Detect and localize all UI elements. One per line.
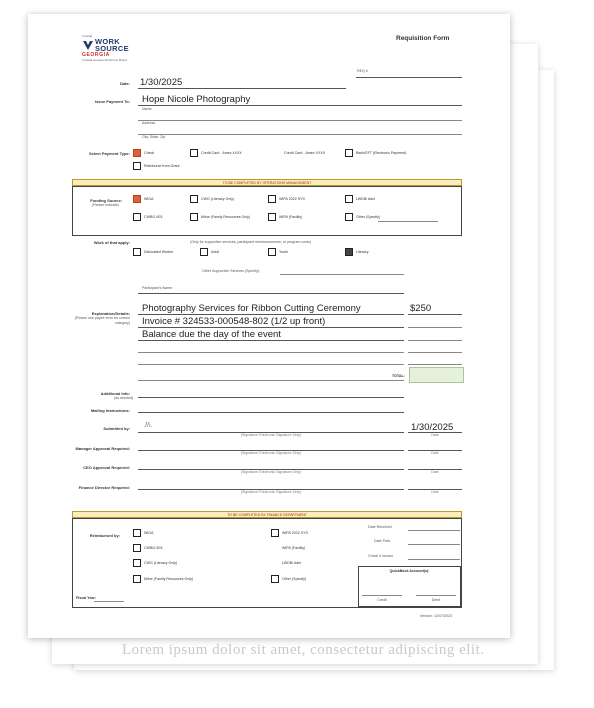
reimb-milne-checkbox[interactable] <box>133 575 141 583</box>
check-number-label: Check # Issued <box>368 554 393 558</box>
reimb-option-label: CWG (Literacy Only) <box>144 561 178 565</box>
payment-option-label: Bank/EFT (Electronic Payment) <box>356 151 407 155</box>
work-adult-checkbox[interactable] <box>200 248 208 256</box>
logo-mark-icon <box>82 39 94 51</box>
funding-cwg-checkbox[interactable] <box>190 195 198 203</box>
ghost-text: Lorem ipsum dolor sit amet, consectetur adipiscing elit. <box>122 642 485 658</box>
req-label: REQ # <box>357 69 368 73</box>
reimb-option-label: Milne (Family Resources Only) <box>144 577 194 581</box>
funding-wipa-sys-checkbox[interactable] <box>268 195 276 203</box>
signature-caption: (Signature/ Electronic Signature Only) <box>240 470 302 474</box>
reimb-option-label: WIPA 2022 SYS <box>282 531 308 535</box>
funding-wipa-facility-checkbox[interactable] <box>268 213 276 221</box>
city-caption: City, State, Zip <box>142 135 166 139</box>
additional-info-line[interactable] <box>138 397 404 398</box>
work-option-label: Youth <box>279 250 289 254</box>
participant-label: Participant's Name: <box>142 286 174 290</box>
payment-option-label: Credit Card - Amex 4XXX <box>201 151 242 155</box>
detail-line-2[interactable]: Invoice # 324533-000548-802 (1/2 up front) <box>142 316 326 327</box>
additional-info-sublabel: (as needed) <box>114 396 134 400</box>
funding-option-label: WIPA (Facility) <box>279 215 303 219</box>
fiscal-year-label: Fiscal Year: <box>76 596 96 600</box>
explanation-label: Explanation/Details: <box>91 311 130 316</box>
logo-subtitle: Coastal Georgia Workforce Board <box>82 58 127 62</box>
funding-option-label: Other (Specify) <box>356 215 381 219</box>
funding-option-label: Milne (Family Resources Only) <box>201 215 251 219</box>
ceo-approval-label: CEO Approval Required: <box>83 465 130 470</box>
date-value[interactable]: 1/30/2025 <box>140 77 183 88</box>
address-line[interactable] <box>138 120 462 121</box>
operations-band: TO BE COMPLETED BY OPERATIONS MANAGEMENT <box>72 179 462 186</box>
date-label: Date: <box>119 81 130 86</box>
amount-rule <box>408 340 462 341</box>
detail-line-3[interactable]: Balance due the day of the event <box>142 329 281 340</box>
fiscal-year-line[interactable] <box>94 601 124 602</box>
signature-caption: (Signature/ Electronic Signature Only) <box>240 433 302 437</box>
city-line[interactable] <box>138 134 462 135</box>
signature-caption: (Signature/ Electronic Signature Only) <box>240 490 302 494</box>
funding-cwbg-checkbox[interactable] <box>133 213 141 221</box>
amount-rule <box>408 364 462 365</box>
other-support-label: Other Supportive Services (Specify): <box>202 269 261 273</box>
work-dislocated-checkbox[interactable] <box>133 248 141 256</box>
mailing-label: Mailing Instructions: <box>90 408 130 413</box>
funding-lwdb-checkbox[interactable] <box>345 195 353 203</box>
amount-rule <box>408 314 462 315</box>
date-caption: Date <box>431 490 439 494</box>
reimb-cwg-checkbox[interactable] <box>133 559 141 567</box>
date-line <box>138 88 346 89</box>
reimb-wioa-checkbox[interactable] <box>133 529 141 537</box>
logo-word-georgia: GEORGIA <box>82 52 110 58</box>
detail-rule <box>138 364 404 365</box>
payment-type-label: Select Payment Type: <box>88 151 130 156</box>
logo-top-text: Coastal <box>82 34 93 38</box>
logo <box>82 34 129 62</box>
funding-other-checkbox[interactable] <box>345 213 353 221</box>
signature-caption: (Signature/ Electronic Signature Only) <box>240 451 302 455</box>
payment-option-label: Check <box>144 151 155 155</box>
reimb-other-checkbox[interactable] <box>271 575 279 583</box>
reimb-option-label: LWDB/ Adm <box>282 561 302 565</box>
submitted-date[interactable]: 1/30/2025 <box>411 422 454 433</box>
participant-line[interactable] <box>138 293 404 294</box>
work-youth-checkbox[interactable] <box>268 248 276 256</box>
detail-rule <box>138 352 404 353</box>
amount-rule <box>408 352 462 353</box>
funding-milne-checkbox[interactable] <box>190 213 198 221</box>
gl-credit-line[interactable] <box>362 595 402 596</box>
reimb-option-label: Other (Specify) <box>282 577 307 581</box>
date-caption: Date <box>431 433 439 437</box>
funding-option-label: CWBG-903 <box>144 215 163 219</box>
payment-check-checkbox[interactable] <box>133 149 141 157</box>
funding-label: Funding Source: <box>90 198 122 203</box>
work-option-label: Dislocated Worker <box>144 250 174 254</box>
payment-reimburse-checkbox[interactable] <box>133 162 141 170</box>
funding-option-label: WIOA <box>144 197 154 201</box>
issue-payment-label: Issue Payment To: <box>94 99 130 104</box>
logo-word-source: SOURCE <box>95 44 129 53</box>
date-caption: Date <box>431 451 439 455</box>
version-text: Version: 12/07/2023 <box>420 614 452 618</box>
finance-director-label: Finance Director Required: <box>78 485 130 490</box>
logo-word-work: WORK <box>95 37 120 46</box>
detail-rule <box>138 327 404 328</box>
submitted-by-label: Submitted by: <box>103 426 130 431</box>
reimb-wipa-sys-checkbox[interactable] <box>271 529 279 537</box>
additional-info-label: Additional Info: <box>100 391 130 396</box>
gl-credit-label: Credit <box>377 598 387 602</box>
reimb-option-label: CWBG-903 <box>144 546 163 550</box>
payment-amex-checkbox[interactable] <box>190 149 198 157</box>
date-paid-line[interactable] <box>408 544 460 545</box>
reimb-cwbg-checkbox[interactable] <box>133 544 141 552</box>
funding-wioa-checkbox[interactable] <box>133 195 141 203</box>
gl-account-label: QuickBook Account(s): <box>389 569 430 573</box>
funding-section <box>72 186 462 236</box>
work-apply-label: Work of that apply: <box>93 240 130 245</box>
funding-sublabel: (Please indicate) <box>92 203 119 207</box>
work-apply-note: (Only for supportive services, participant reimbursements, or program costs) <box>190 240 312 244</box>
address-caption: Address <box>142 121 156 125</box>
payee-name[interactable]: Hope Nicole Photography <box>142 94 251 105</box>
date-received-line[interactable] <box>408 530 460 531</box>
reimbursed-by-label: Reimbursed by: <box>89 533 120 538</box>
date-received-label: Date Received <box>368 525 392 529</box>
reimb-option-label: WIPA (Facility) <box>282 546 306 550</box>
work-option-label: Literacy <box>356 250 369 254</box>
work-option-label: Adult <box>211 250 220 254</box>
finance-band: TO BE COMPLETED BY FINANCE DEPARTMENT <box>72 511 462 518</box>
total-field[interactable] <box>409 367 464 383</box>
date-caption: Date <box>431 470 439 474</box>
funding-option-label: WIPA 2022 SYS <box>279 197 305 201</box>
amount-rule <box>408 327 462 328</box>
detail-line-1[interactable]: Photography Services for Ribbon Cutting Ceremony <box>142 303 361 314</box>
manager-approval-label: Manager Approval Required: <box>75 446 130 451</box>
payment-option-label: Credit Card - Amex XXXX <box>284 151 326 155</box>
amount-value[interactable]: $250 <box>410 303 432 314</box>
work-literacy-checkbox[interactable] <box>345 248 353 256</box>
other-support-line[interactable] <box>280 274 404 275</box>
gl-debit-label: Debit <box>431 598 441 602</box>
total-label: TOTAL: <box>392 374 405 378</box>
gl-debit-line[interactable] <box>416 595 456 596</box>
submitted-signature[interactable]: Jh. <box>144 421 153 429</box>
check-number-line[interactable] <box>408 559 460 560</box>
date-paid-label: Date Paid <box>374 539 390 543</box>
total-rule <box>138 380 404 381</box>
form-title: Requisition Form <box>396 35 450 42</box>
explanation-sublabel: (Please use payee form for correct category) <box>74 316 130 325</box>
mailing-line[interactable] <box>138 412 404 413</box>
funding-other-line[interactable] <box>378 221 438 222</box>
funding-option-label: CWG (Literacy Only) <box>201 197 235 201</box>
detail-rule <box>138 314 404 315</box>
payee-line <box>138 105 462 106</box>
funding-option-label: LWDB/ Adm <box>356 197 376 201</box>
reimb-option-label: WIOA <box>144 531 154 535</box>
requisition-form-page <box>28 14 510 638</box>
name-caption: Name <box>142 107 152 111</box>
detail-rule <box>138 340 404 341</box>
req-field[interactable] <box>356 77 462 78</box>
payment-eft-checkbox[interactable] <box>345 149 353 157</box>
payment-option-label: Reimburse from Grant <box>144 164 180 168</box>
